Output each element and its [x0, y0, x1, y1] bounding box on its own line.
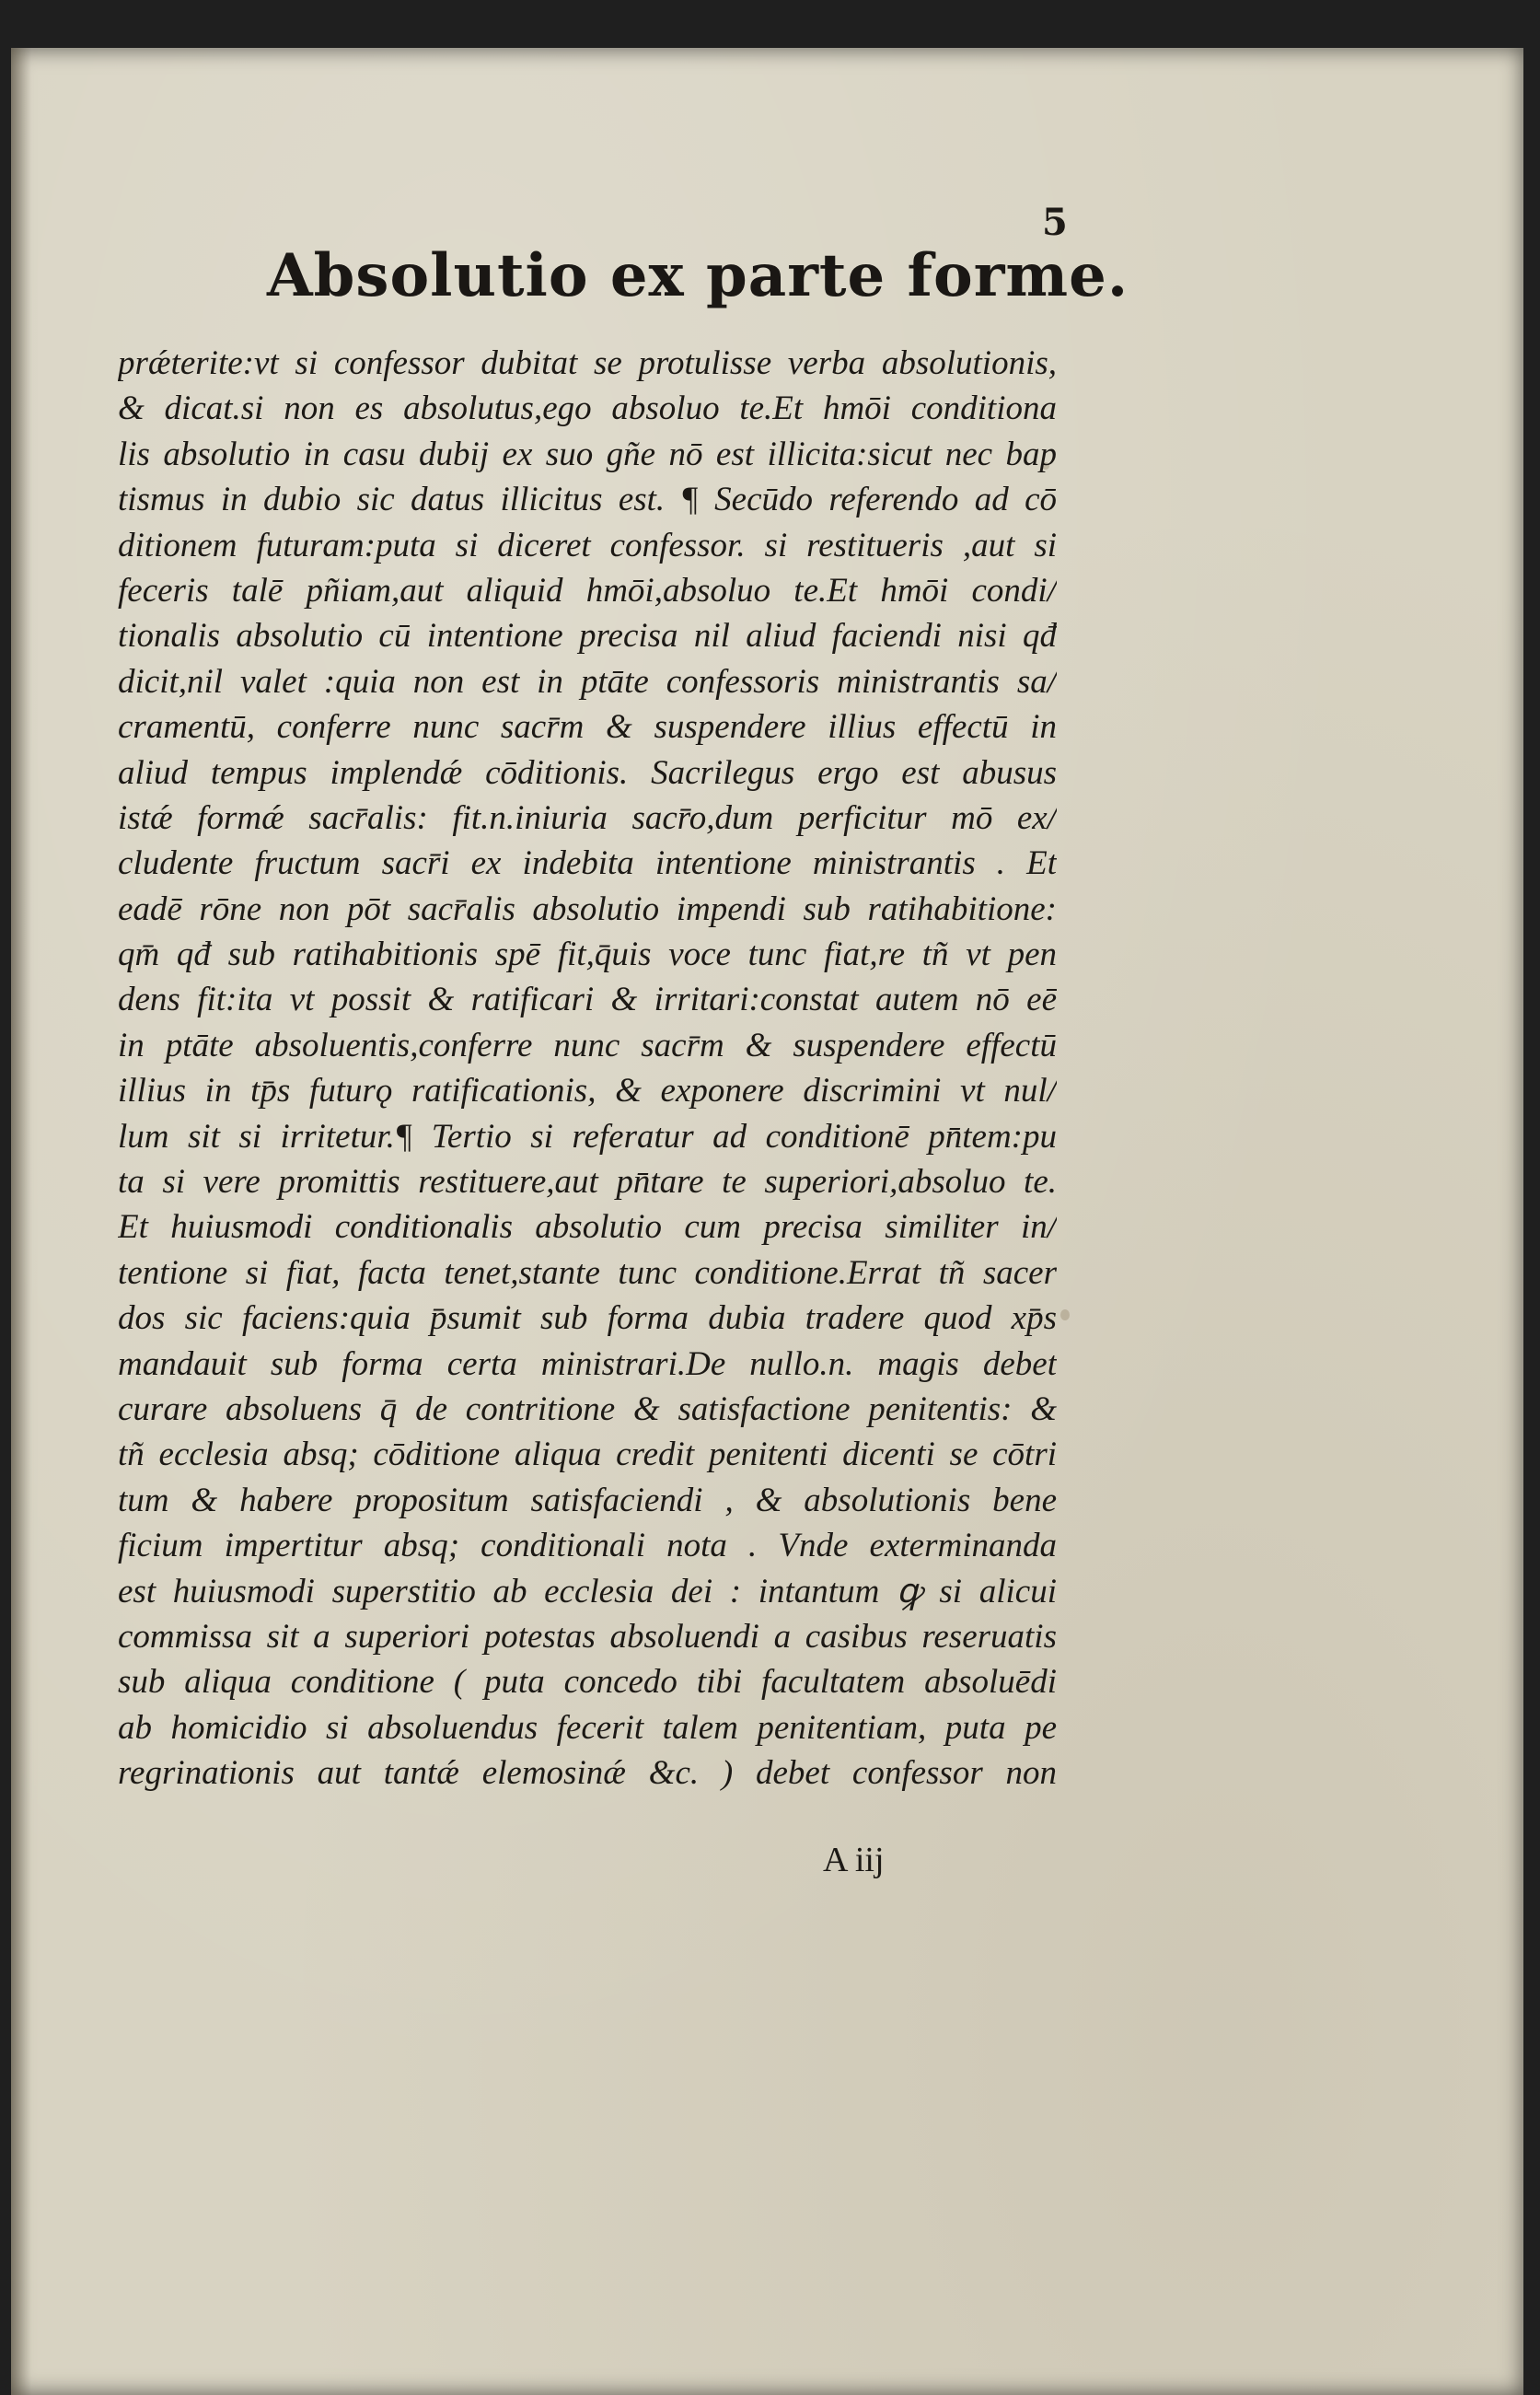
running-head: Absolutio ex parte forme. — [267, 241, 1129, 310]
text-line: aliud tempus implendǽ cōditionis. Sacrilegus ergo est abusus — [118, 753, 1057, 792]
text-line: Et huiusmodi conditionalis absolutio cum precisa similiter in/ — [118, 1208, 1057, 1247]
text-line: ab homicidio si absoluendus fecerit talem penitentiam, puta pe — [118, 1708, 1057, 1747]
text-line: in ptāte absoluentis,conferre nunc sacr̄m & suspendere effectū — [118, 1026, 1057, 1064]
text-line: est huiusmodi superstitio ab ecclesia dei : intantum ꝙ si alicui — [118, 1572, 1057, 1610]
text-line: sub aliqua conditione ( puta concedo tibi facultatem absoluēdi — [118, 1663, 1057, 1702]
text-line: dicit,nil valet :quia non est in ptāte confessoris ministrantis sa/ — [118, 662, 1057, 701]
text-line: ficium impertitur absq; conditionali nota . Vnde exterminanda — [118, 1527, 1057, 1565]
page-number: 5 — [1042, 201, 1068, 244]
text-line: qm̄ qđ sub ratihabitionis spē fit,q̄uis voce tunc fiat,re tñ vt pen — [118, 936, 1057, 974]
text-line: illius in tp̄s futurǫ ratificationis, & exponere discrimini vt nul/ — [118, 1072, 1057, 1110]
body-text — [118, 341, 1057, 1796]
binding-gutter-shadow — [11, 48, 31, 2395]
text-line: tñ ecclesia absq; cōditione aliqua credit penitenti dicenti se cōtri — [118, 1436, 1057, 1474]
text-line: mandauit sub forma certa ministrari.De nullo.n. magis debet — [118, 1344, 1057, 1383]
text-line: eadē rōne non pōt sacr̄alis absolutio impendi sub ratihabitione: — [118, 889, 1057, 928]
text-line: cramentū, conferre nunc sacr̄m & suspendere illius effectū in — [118, 708, 1057, 747]
text-line: istǽ formǽ sacr̄alis: fit.n.iniuria sacr̄o,dum perficitur mō ex/ — [118, 798, 1057, 837]
text-line: & dicat.si non es absolutus,ego absoluo te.Et hmōi conditiona — [118, 389, 1057, 428]
text-line: regrinationis aut tantǽ elemosinǽ &c. ) debet confessor non — [118, 1754, 1057, 1793]
text-line: lum sit si irritetur.¶ Tertio si referatur ad conditionē pn̄tem:pu — [118, 1117, 1057, 1156]
text-line: lis absolutio in casu dubij ex suo gñe nō est illicita:sicut nec bap — [118, 435, 1057, 473]
text-line: curare absoluens q̄ de contritione & satisfactione penitentis: & — [118, 1389, 1057, 1428]
text-line: tum & habere propositum satisfaciendi , & absolutionis bene — [118, 1481, 1057, 1519]
text-line: tismus in dubio sic datus illicitus est. ¶ Secūdo referendo ad cō — [118, 481, 1057, 519]
paper-stain — [1060, 1309, 1070, 1320]
text-line: dos sic faciens:quia p̄sumit sub forma dubia tradere quod xp̄s — [118, 1299, 1057, 1338]
text-line: dens fit:ita vt possit & ratificari & irritari:constat autem nō eē — [118, 981, 1057, 1019]
text-line: prǽterite:vt si confessor dubitat se protulisse verba absolutionis, — [118, 344, 1057, 382]
text-line: tionalis absolutio cū intentione precisa nil aliud faciendi nisi qđ — [118, 617, 1057, 656]
text-line: feceris talē pñiam,aut aliquid hmōi,absoluo te.Et hmōi condi/ — [118, 571, 1057, 610]
text-line: cludente fructum sacr̄i ex indebita intentione ministrantis . Et — [118, 844, 1057, 883]
text-line: tentione si fiat, facta tenet,stante tunc conditione.Errat tñ sacer — [118, 1253, 1057, 1292]
text-line: ditionem futuram:puta si diceret confessor. si restitueris ,aut si — [118, 526, 1057, 564]
signature-mark: A iij — [823, 1841, 885, 1879]
text-line: commissa sit a superiori potestas absoluendi a casibus reseruatis — [118, 1617, 1057, 1656]
text-line: ta si vere promittis restituere,aut pn̄tare te superiori,absoluo te. — [118, 1163, 1057, 1202]
